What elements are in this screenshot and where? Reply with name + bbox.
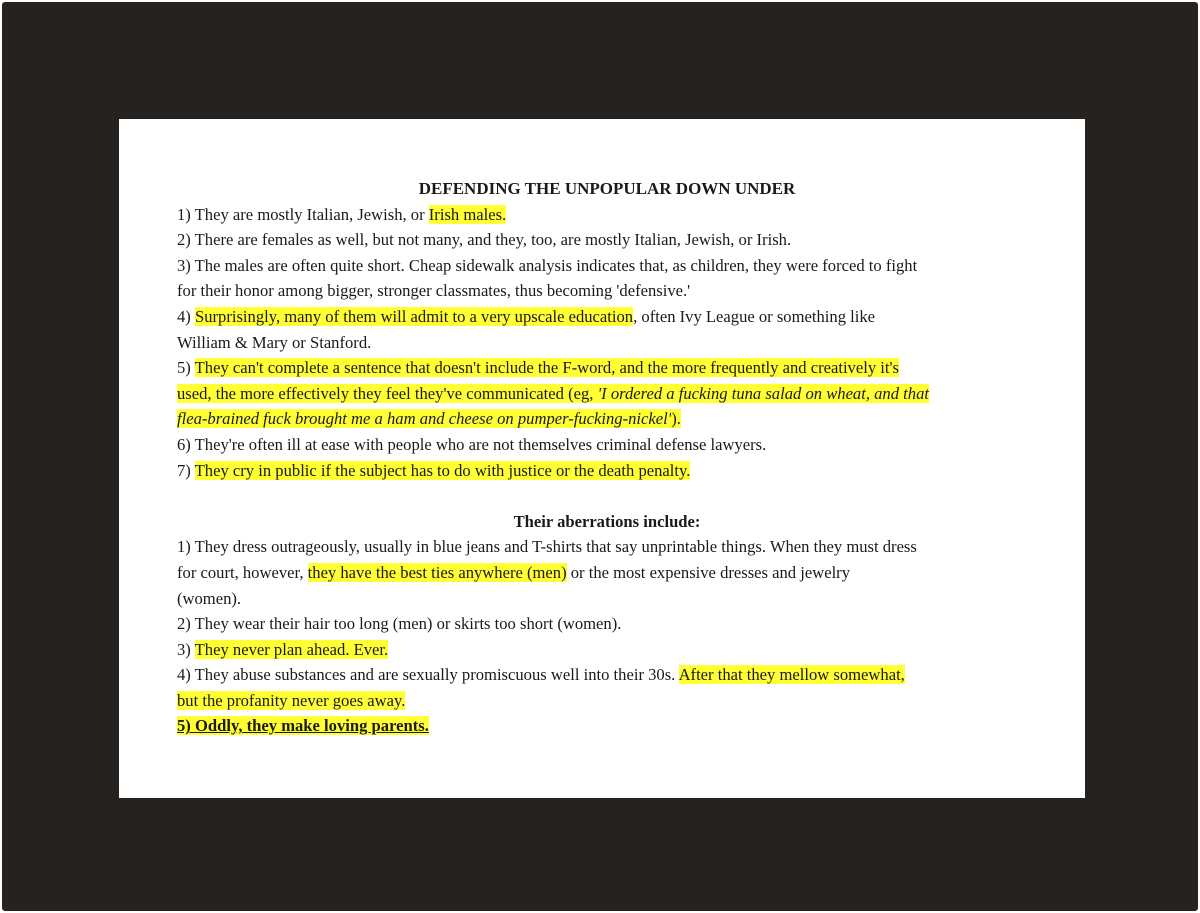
list-item-7 [177, 458, 1037, 484]
highlighted-text: After that they mellow somewhat, [678, 665, 905, 685]
aberration-3-number: 3) [177, 639, 195, 659]
aberration-3 [177, 637, 1037, 663]
highlighted-text: They cry in public if the subject has to do with justice or the death penalty. [194, 460, 691, 480]
document-title: DEFENDING THE UNPOPULAR DOWN UNDER [418, 179, 796, 198]
aberration-4-text: 4) They abuse substances and are sexually promiscuous well into their 30s. [177, 665, 679, 685]
document-content [177, 176, 1037, 739]
highlighted-quote: flea-brained fuck brought me a ham and cheese on pumper-fucking-nickel' [177, 409, 672, 429]
list-item-5-line-2 [177, 381, 1037, 407]
aberration-1-text: for court, however, [177, 562, 308, 582]
aberration-1-line-2 [177, 560, 1037, 586]
highlighted-text: used, the more effectively they feel they've communicated (eg, [177, 383, 598, 403]
highlighted-text: They never plan ahead. Ever. [194, 639, 389, 659]
highlighted-text: but the profanity never goes away. [177, 690, 406, 710]
list-item-1 [177, 202, 1037, 228]
aberration-1-line-1: 1) They dress outrageously, usually in blue jeans and T-shirts that say unprintable things. When they must dress [177, 537, 917, 557]
list-item-5-number: 5) [177, 358, 195, 378]
list-item-4-line-1 [177, 304, 1037, 330]
aberration-5 [177, 713, 1037, 739]
list-item-7-number: 7) [177, 460, 195, 480]
list-item-4-text: , often Ivy League or something like [633, 306, 876, 326]
list-item-2: 2) There are females as well, but not many, and they, too, are mostly Italian, Jewish, or Irish. [177, 230, 792, 250]
list-item-4-number: 4) [177, 306, 195, 326]
aberration-2: 2) They wear their hair too long (men) or skirts too short (women). [177, 614, 622, 634]
blank-line [177, 483, 1037, 509]
aberration-1-text: or the most expensive dresses and jewelry [566, 562, 851, 582]
list-item-4-line-2: William & Mary or Stanford. [177, 332, 372, 352]
list-item-3-line-1: 3) The males are often quite short. Cheap sidewalk analysis indicates that, as children, they were forced to fight [177, 255, 918, 275]
picture-frame [2, 2, 1198, 911]
list-item-5-line-3 [177, 406, 1037, 432]
highlighted-text: Surprisingly, many of them will admit to a very upscale education [194, 306, 634, 326]
document-page [119, 119, 1085, 798]
highlighted-text: ). [671, 409, 681, 429]
section-subtitle: Their aberrations include: [513, 511, 701, 531]
list-item-5-line-1 [177, 355, 1037, 381]
list-item-3-line-2: for their honor among bigger, stronger classmates, thus becoming 'defensive.' [177, 281, 691, 301]
aberration-1-line-3: (women). [177, 588, 242, 608]
aberration-4-line-2 [177, 688, 1037, 714]
highlighted-text: Irish males. [428, 204, 507, 224]
list-item-6: 6) They're often ill at ease with people who are not themselves criminal defense lawyers. [177, 434, 767, 454]
highlighted-text: they have the best ties anywhere (men) [307, 562, 567, 582]
aberration-4-line-1 [177, 662, 1037, 688]
highlighted-quote: 'I ordered a fucking tuna salad on wheat, and that [597, 383, 929, 403]
highlighted-bold-text: 5) Oddly, they make loving parents. [177, 716, 429, 736]
highlighted-text: They can't complete a sentence that doesn't include the F-word, and the more frequently and creatively it's [194, 358, 899, 378]
list-item-1-text: 1) They are mostly Italian, Jewish, or [177, 204, 429, 224]
